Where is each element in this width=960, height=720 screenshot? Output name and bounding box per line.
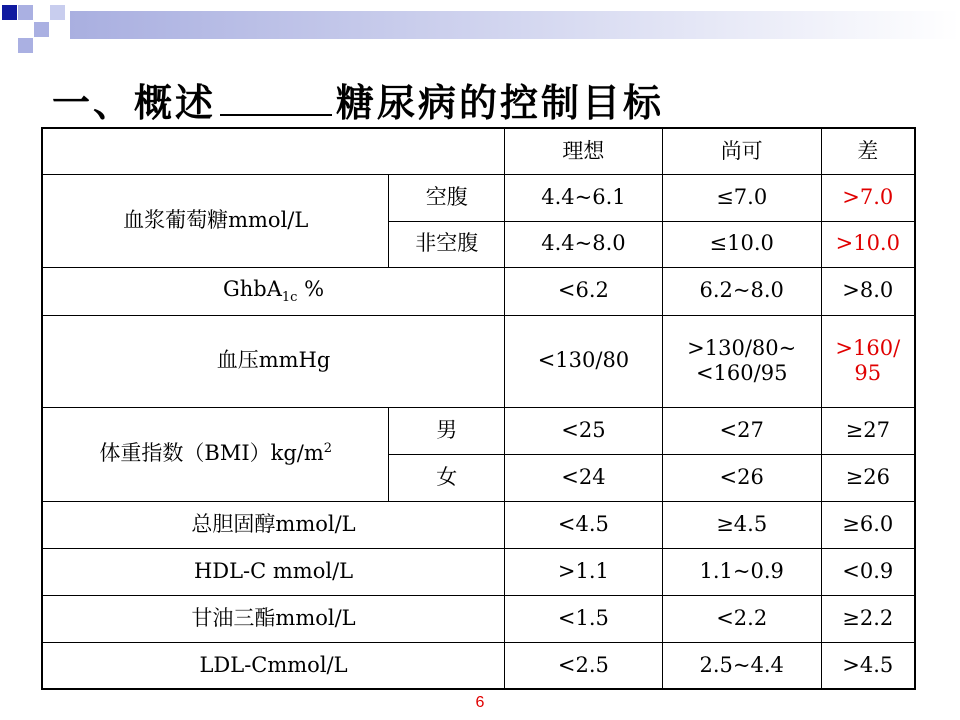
bp-poor-line2: 95 bbox=[854, 361, 882, 385]
tc-poor: ≥6.0 bbox=[821, 501, 915, 548]
title-topic: 糖尿病的控制目标 bbox=[336, 81, 665, 125]
tg-label: 甘油三酯mmol/L bbox=[42, 595, 505, 642]
bmi-male-poor: ≥27 bbox=[821, 407, 915, 454]
glucose-nonfasting-ok: ≤10.0 bbox=[662, 221, 821, 267]
glucose-fasting-poor: >7.0 bbox=[821, 174, 915, 221]
hba1c-unit: % bbox=[297, 276, 325, 301]
decor-square-light bbox=[18, 5, 33, 20]
ldl-poor: >4.5 bbox=[821, 642, 915, 689]
hba1c-poor: >8.0 bbox=[821, 267, 915, 315]
bp-poor bbox=[821, 315, 915, 407]
title-blank-line bbox=[220, 86, 332, 116]
decor-square-light bbox=[50, 5, 65, 20]
control-targets-table bbox=[41, 127, 916, 690]
glucose-label: 血浆葡萄糖mmol/L bbox=[42, 174, 389, 267]
table-row bbox=[42, 501, 915, 548]
glucose-nonfasting-ideal: 4.4~8.0 bbox=[505, 221, 663, 267]
bmi-male-ideal: <25 bbox=[505, 407, 663, 454]
hdl-label: HDL-C mmol/L bbox=[42, 548, 505, 595]
bp-ok-line2: <160/95 bbox=[695, 361, 788, 385]
bmi-label bbox=[42, 407, 389, 501]
table-row bbox=[42, 315, 915, 407]
table-row bbox=[42, 174, 915, 221]
hba1c-label bbox=[42, 267, 505, 315]
header-ideal: 理想 bbox=[505, 128, 663, 174]
header-poor: 差 bbox=[821, 128, 915, 174]
ldl-ok: 2.5~4.4 bbox=[662, 642, 821, 689]
table-row bbox=[42, 548, 915, 595]
glucose-fasting-label: 空腹 bbox=[389, 174, 505, 221]
hba1c-ideal: <6.2 bbox=[505, 267, 663, 315]
bp-poor-line1: >160/ bbox=[835, 335, 901, 360]
header-blank-cell bbox=[42, 128, 505, 174]
header-acceptable: 尚可 bbox=[662, 128, 821, 174]
bmi-label-text: 体重指数（BMI）kg/m bbox=[99, 441, 324, 466]
ldl-label: LDL-Cmmol/L bbox=[42, 642, 505, 689]
tg-ideal: <1.5 bbox=[505, 595, 663, 642]
bp-ideal: <130/80 bbox=[505, 315, 663, 407]
bmi-male-ok: <27 bbox=[662, 407, 821, 454]
glucose-fasting-ok: ≤7.0 bbox=[662, 174, 821, 221]
decor-square-dark bbox=[2, 5, 17, 20]
table-header-row bbox=[42, 128, 915, 174]
hdl-ideal: >1.1 bbox=[505, 548, 663, 595]
tg-ok: <2.2 bbox=[662, 595, 821, 642]
hba1c-ok: 6.2~8.0 bbox=[662, 267, 821, 315]
table-row bbox=[42, 642, 915, 689]
tc-ok: ≥4.5 bbox=[662, 501, 821, 548]
page-number: 6 bbox=[475, 694, 485, 711]
tc-label: 总胆固醇mmol/L bbox=[42, 501, 505, 548]
hba1c-subscript: 1c bbox=[281, 289, 298, 305]
header-gradient-bar bbox=[70, 11, 960, 39]
bmi-superscript: 2 bbox=[323, 441, 333, 457]
ldl-ideal: <2.5 bbox=[505, 642, 663, 689]
decor-square-light bbox=[34, 22, 49, 37]
bmi-female-ideal: <24 bbox=[505, 454, 663, 501]
bmi-female-poor: ≥26 bbox=[821, 454, 915, 501]
hba1c-label-text: GhbA bbox=[222, 276, 282, 301]
bmi-male-label: 男 bbox=[389, 407, 505, 454]
glucose-fasting-ideal: 4.4~6.1 bbox=[505, 174, 663, 221]
slide-title bbox=[52, 72, 664, 127]
tc-ideal: <4.5 bbox=[505, 501, 663, 548]
title-section: 一、概述 bbox=[52, 81, 217, 125]
bmi-female-label: 女 bbox=[389, 454, 505, 501]
hdl-ok: 1.1~0.9 bbox=[662, 548, 821, 595]
glucose-nonfasting-poor: >10.0 bbox=[821, 221, 915, 267]
table-row bbox=[42, 267, 915, 315]
hdl-poor: <0.9 bbox=[821, 548, 915, 595]
table-row bbox=[42, 407, 915, 454]
bp-ok bbox=[662, 315, 821, 407]
tg-poor: ≥2.2 bbox=[821, 595, 915, 642]
glucose-nonfasting-label: 非空腹 bbox=[389, 221, 505, 267]
bp-label: 血压mmHg bbox=[42, 315, 505, 407]
table-row bbox=[42, 595, 915, 642]
bmi-female-ok: <26 bbox=[662, 454, 821, 501]
bp-ok-line1: >130/80~ bbox=[687, 335, 797, 360]
decor-square-light bbox=[18, 38, 33, 53]
